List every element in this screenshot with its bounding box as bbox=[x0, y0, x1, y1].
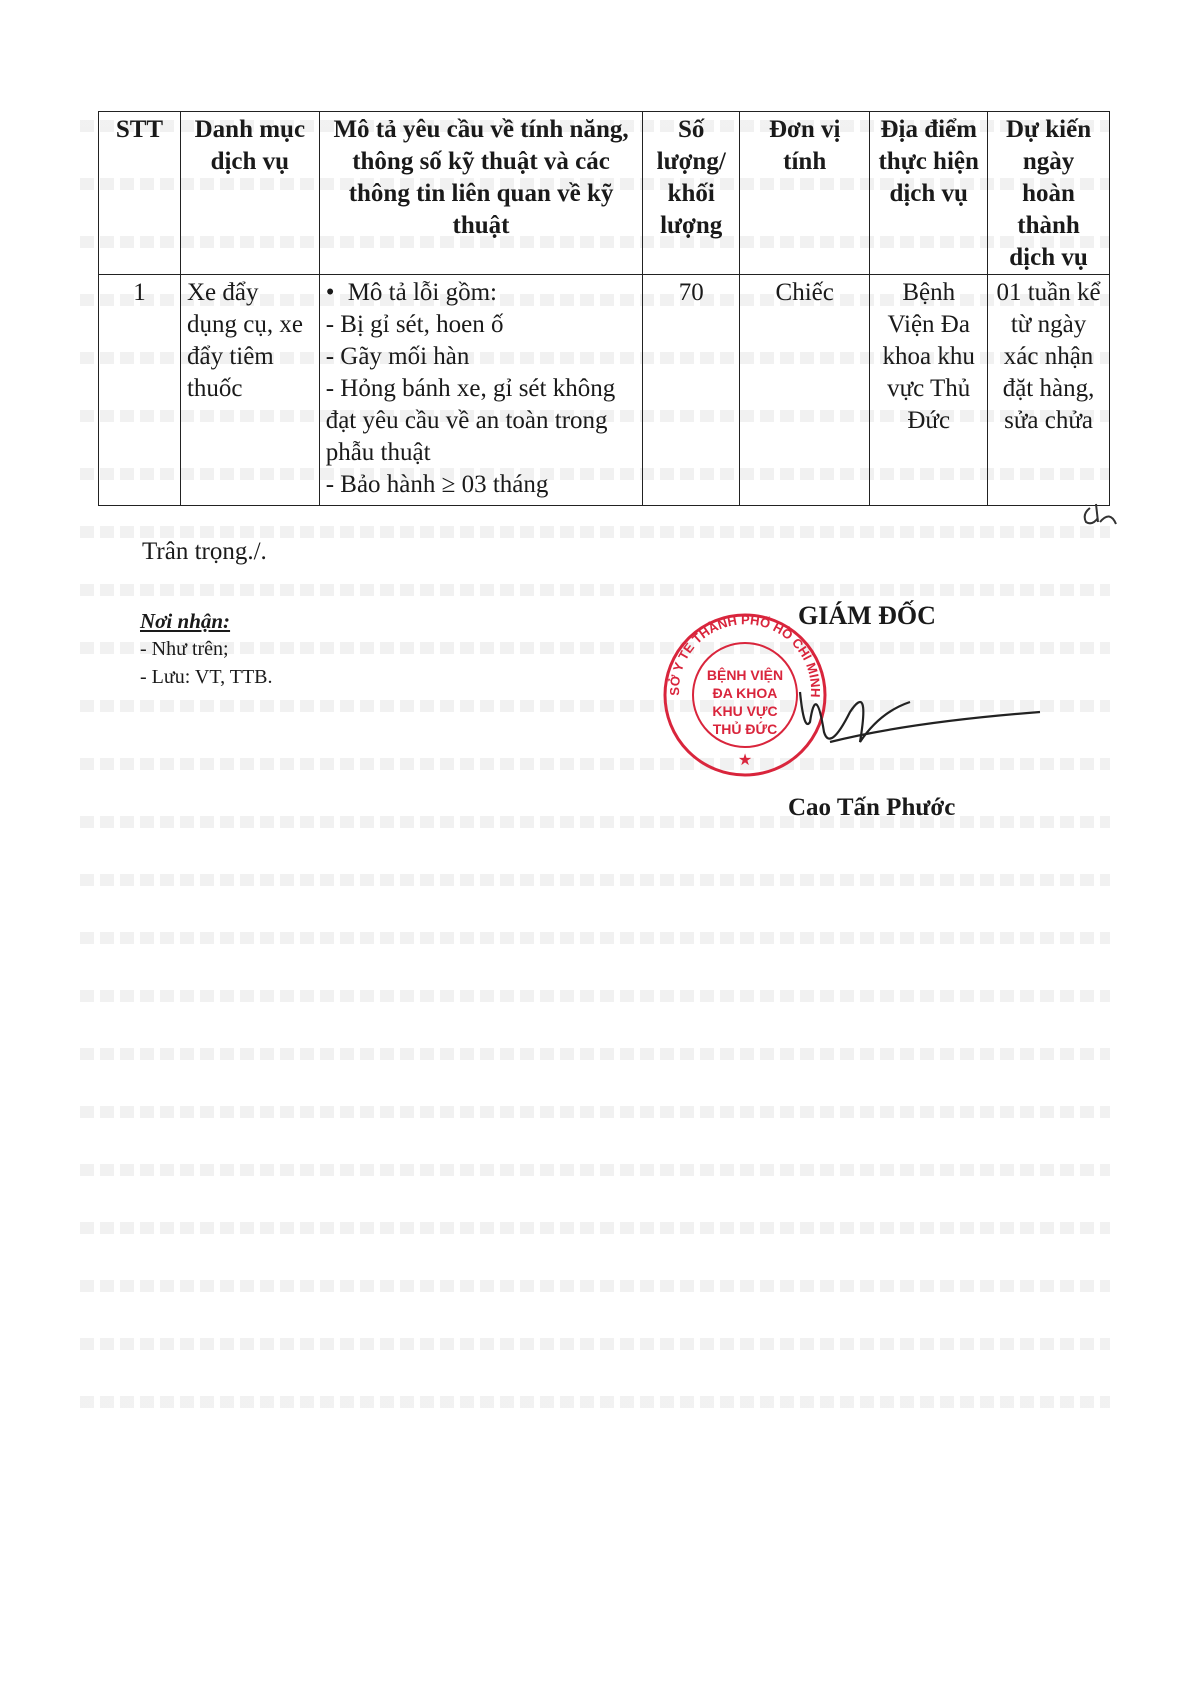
description-line: - Hỏng bánh xe, gỉ sét không đạt yêu cầu về an toàn trong phẫu thuật bbox=[325, 375, 616, 466]
header-unit: Đơn vị tính bbox=[740, 112, 870, 275]
svg-text:KHU VỰC: KHU VỰC bbox=[712, 703, 778, 719]
header-stt: STT bbox=[99, 112, 181, 275]
handwritten-initials bbox=[1080, 500, 1120, 530]
bullet-icon: • bbox=[325, 279, 335, 306]
recipient-item: - Lưu: VT, TTB. bbox=[140, 666, 273, 688]
svg-text:THỦ ĐỨC: THỦ ĐỨC bbox=[712, 721, 778, 737]
cell-item: Xe đẩy dụng cụ, xe đẩy tiêm thuốc bbox=[180, 275, 319, 506]
table-header-row bbox=[99, 112, 1110, 275]
svg-text:★: ★ bbox=[737, 752, 753, 769]
recipient-item: - Như trên; bbox=[140, 638, 229, 660]
cell-description bbox=[319, 275, 643, 506]
signer-title: GIÁM ĐỐC bbox=[798, 601, 936, 630]
cell-location: Bệnh Viện Đa khoa khu vực Thủ Đức bbox=[870, 275, 988, 506]
header-description: Mô tả yêu cầu về tính năng, thông số kỹ thuật và các thông tin liên quan về kỹ thuật bbox=[319, 112, 643, 275]
cell-unit: Chiếc bbox=[740, 275, 870, 506]
table-row bbox=[99, 275, 1110, 506]
recipients-block bbox=[140, 607, 273, 691]
description-title: Mô tả lỗi gồm: bbox=[347, 279, 497, 306]
header-quantity: Số lượng/ khối lượng bbox=[643, 112, 740, 275]
header-location: Địa điểm thực hiện dịch vụ bbox=[870, 112, 988, 275]
svg-text:SỞ Y TẾ THÀNH PHỐ HỒ CHÍ MINH: SỞ Y TẾ THÀNH PHỐ HỒ CHÍ MINH bbox=[666, 612, 824, 698]
svg-text:BỆNH VIỆN: BỆNH VIỆN bbox=[706, 667, 784, 683]
header-completion: Dự kiến ngày hoàn thành dịch vụ bbox=[988, 112, 1110, 275]
cell-quantity: 70 bbox=[643, 275, 740, 506]
description-line: - Bảo hành ≥ 03 tháng bbox=[325, 471, 549, 498]
header-item: Danh mục dịch vụ bbox=[180, 112, 319, 275]
description-line: - Gãy mối hàn bbox=[325, 343, 470, 370]
svg-text:ĐA KHOA: ĐA KHOA bbox=[712, 685, 778, 701]
description-title-line bbox=[326, 277, 637, 309]
closing-text: Trân trọng./. bbox=[142, 538, 267, 565]
service-table bbox=[98, 111, 1110, 506]
cell-stt: 1 bbox=[99, 275, 181, 506]
signer-name: Cao Tấn Phước bbox=[788, 794, 956, 821]
cell-completion: 01 tuần kể từ ngày xác nhận đặt hàng, sửa chửa bbox=[988, 275, 1110, 506]
recipients-label: Nơi nhận: bbox=[140, 609, 231, 633]
signature bbox=[790, 672, 1050, 792]
description-line: - Bị gỉ sét, hoen ố bbox=[325, 311, 504, 338]
